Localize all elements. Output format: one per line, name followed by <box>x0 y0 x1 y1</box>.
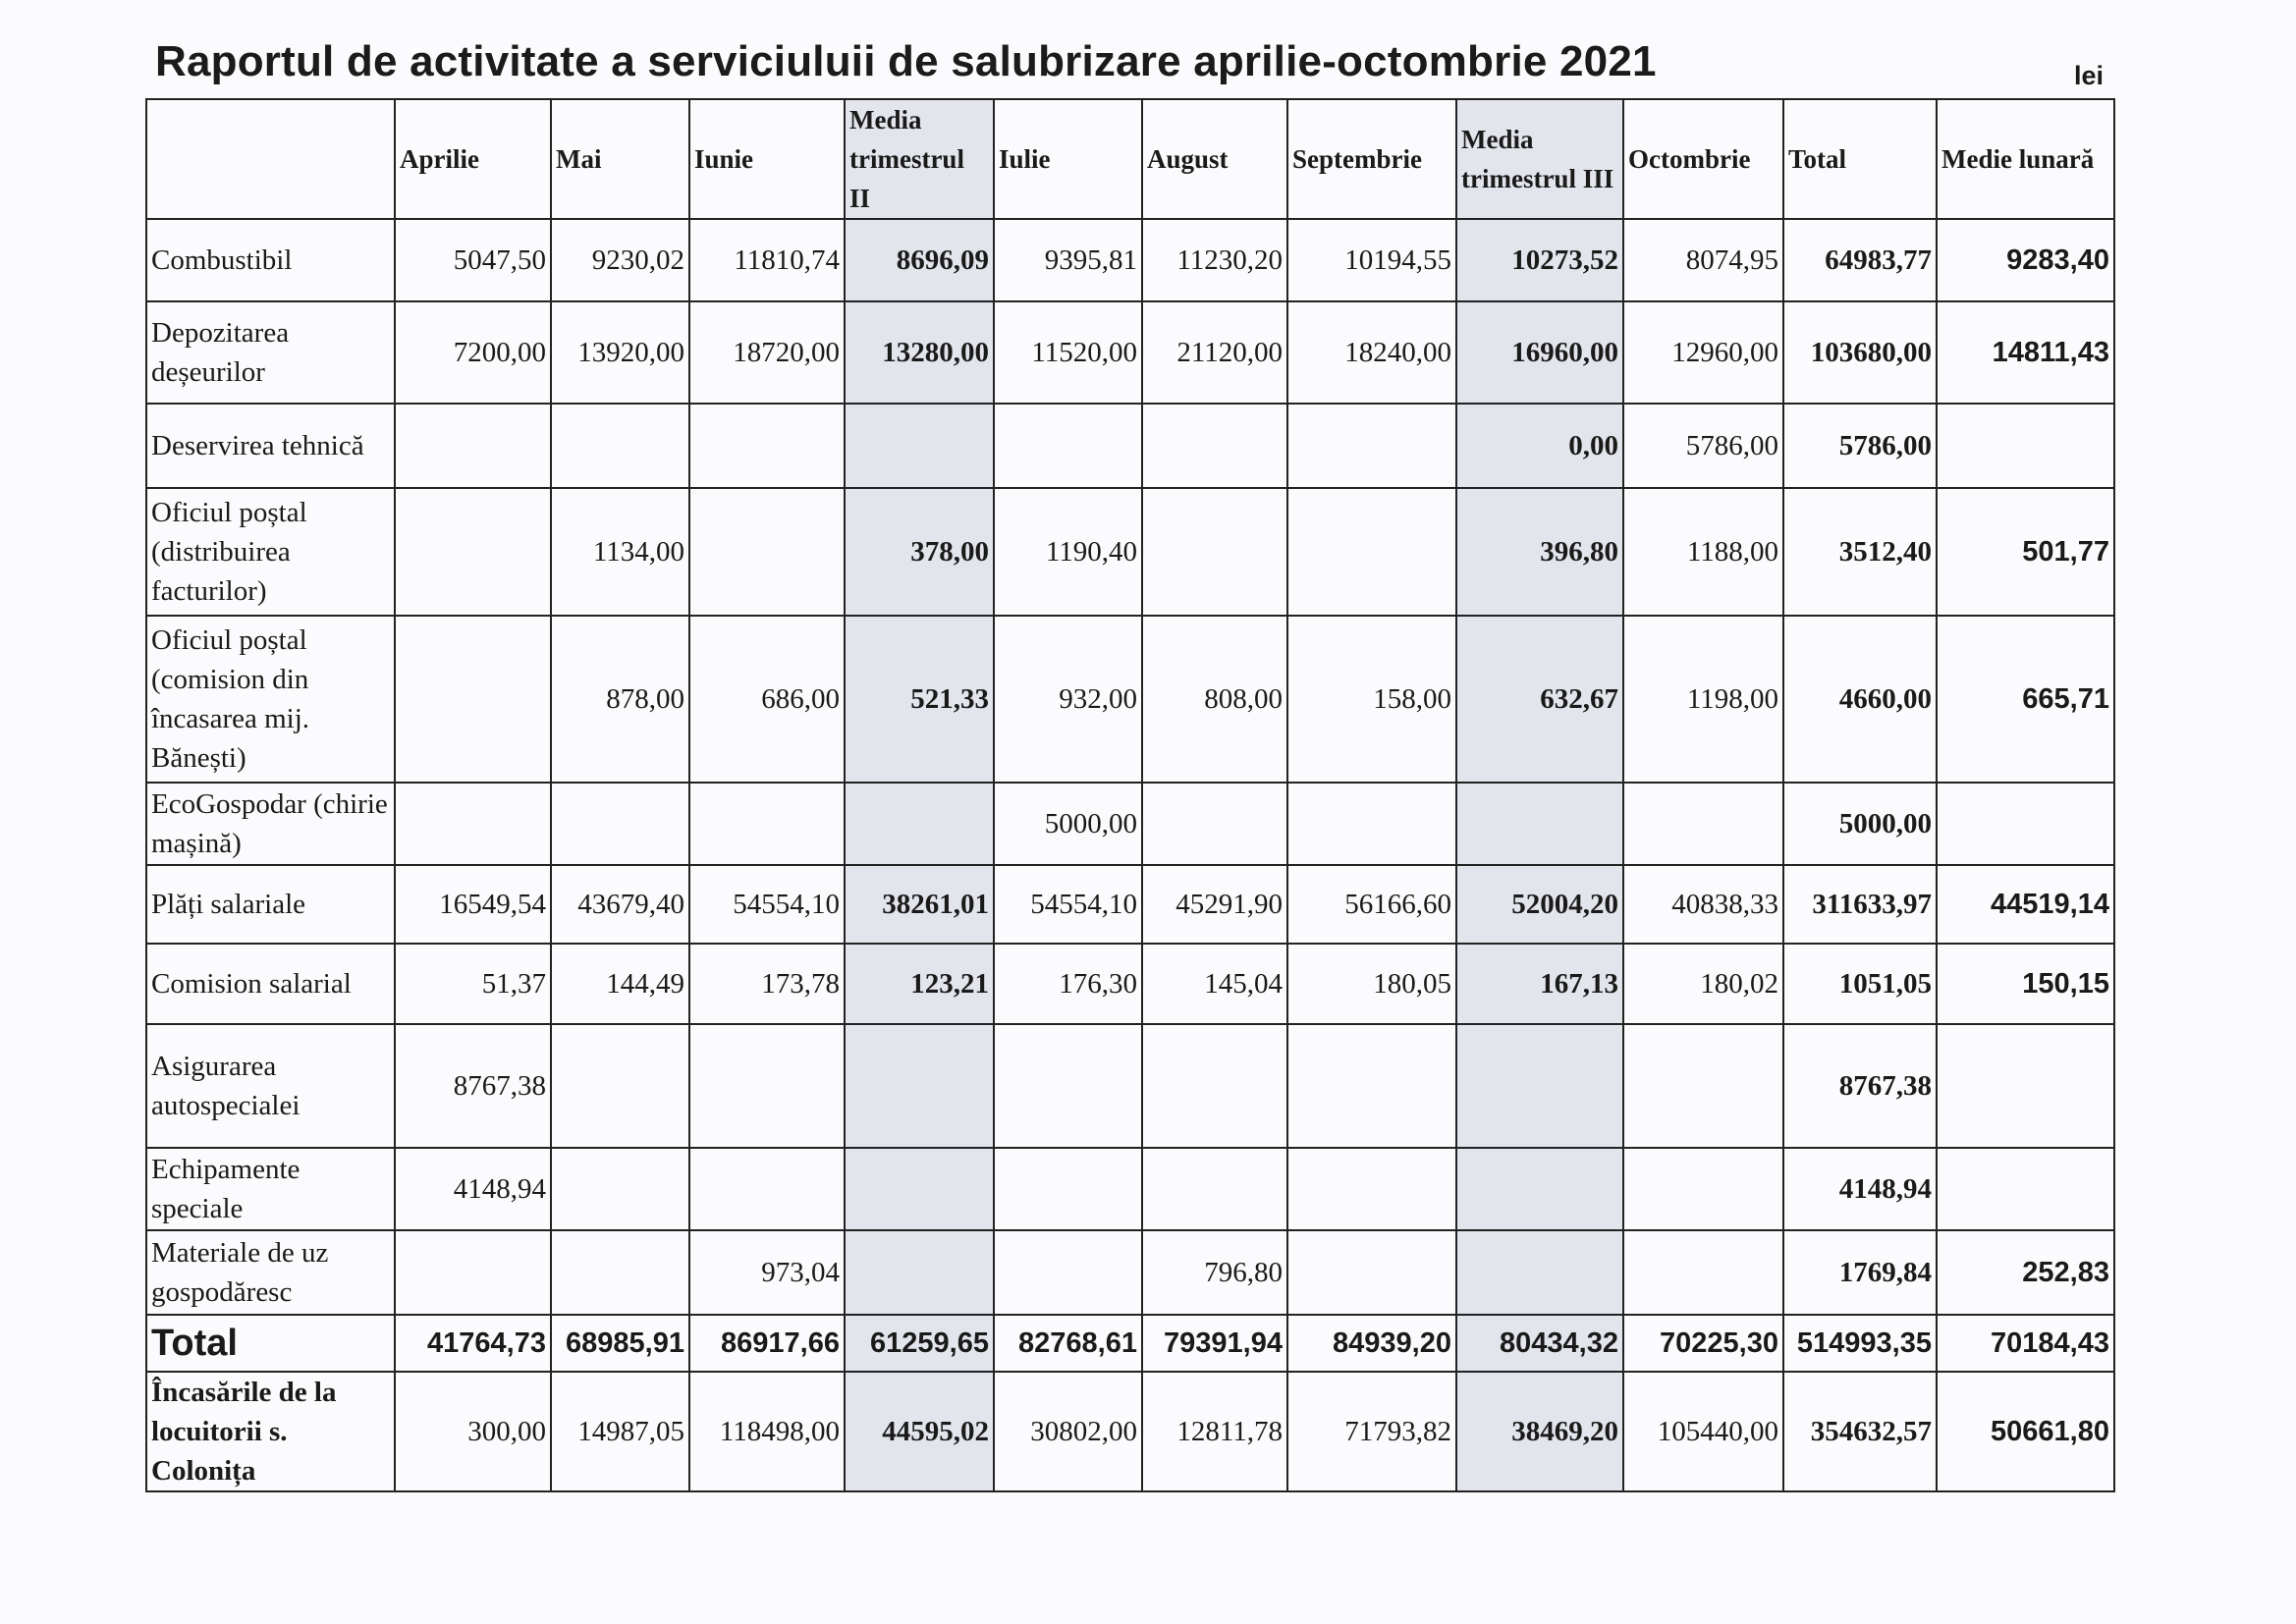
cell-iunie: 54554,10 <box>689 865 845 944</box>
cell-iunie: 118498,00 <box>689 1372 845 1491</box>
cell-iulie: 54554,10 <box>994 865 1142 944</box>
cell-media-trim-ii <box>845 1148 994 1230</box>
cell-total: 354632,57 <box>1783 1372 1937 1491</box>
cell-media-trim-iii: 10273,52 <box>1456 219 1623 301</box>
cell-mai: 144,49 <box>551 944 689 1024</box>
cell-media-trim-iii: 632,67 <box>1456 616 1623 783</box>
cell-aprilie: 8767,38 <box>395 1024 551 1148</box>
cell-mai <box>551 783 689 865</box>
header-medie-lunara: Medie lunară <box>1937 99 2114 219</box>
cell-august: 808,00 <box>1142 616 1287 783</box>
cell-media-trim-iii: 0,00 <box>1456 404 1623 488</box>
cell-iunie <box>689 404 845 488</box>
report-table <box>145 98 2115 1492</box>
cell-media-trim-iii: 38469,20 <box>1456 1372 1623 1491</box>
cell-aprilie <box>395 488 551 616</box>
cell-iulie <box>994 404 1142 488</box>
cell-media-trim-iii <box>1456 1024 1623 1148</box>
cell-media-trim-ii <box>845 1024 994 1148</box>
cell-aprilie <box>395 1230 551 1315</box>
cell-august: 12811,78 <box>1142 1372 1287 1491</box>
cell-total: 5000,00 <box>1783 783 1937 865</box>
cell-septembrie <box>1287 783 1456 865</box>
cell-iulie <box>994 1230 1142 1315</box>
cell-media-trim-iii: 167,13 <box>1456 944 1623 1024</box>
cell-media-trim-ii: 61259,65 <box>845 1315 994 1372</box>
cell-iulie <box>994 1024 1142 1148</box>
cell-august: 796,80 <box>1142 1230 1287 1315</box>
header-septembrie: Septembrie <box>1287 99 1456 219</box>
cell-aprilie <box>395 783 551 865</box>
cell-mai: 1134,00 <box>551 488 689 616</box>
cell-media-trim-ii: 44595,02 <box>845 1372 994 1491</box>
table-row-echipamente-speciale <box>146 1148 2114 1230</box>
cell-septembrie <box>1287 488 1456 616</box>
cell-octombrie: 1188,00 <box>1623 488 1783 616</box>
table-row-ecogospodar-chirie-masina <box>146 783 2114 865</box>
cell-august <box>1142 488 1287 616</box>
row-label: Total <box>146 1315 395 1372</box>
cell-august: 145,04 <box>1142 944 1287 1024</box>
table-row-oficiul-postal-comision-din-incasarea-mij-banesti <box>146 616 2114 783</box>
row-label: Echipamente speciale <box>146 1148 395 1230</box>
cell-mai: 14987,05 <box>551 1372 689 1491</box>
cell-iulie: 176,30 <box>994 944 1142 1024</box>
row-label: Încasările de la locuitorii s. Colonița <box>146 1372 395 1491</box>
row-label: Oficiul poștal (comision din încasarea mij. Bănești) <box>146 616 395 783</box>
page-title: Raportul de activitate a serviciuluii de salubrizare aprilie-octombrie 2021 <box>155 37 1657 85</box>
header-media-trimestrul-iii: Media trimestrul III <box>1456 99 1623 219</box>
cell-media-trim-ii: 378,00 <box>845 488 994 616</box>
cell-total: 4660,00 <box>1783 616 1937 783</box>
cell-aprilie: 7200,00 <box>395 301 551 404</box>
cell-mai: 13920,00 <box>551 301 689 404</box>
cell-medie-lunara <box>1937 1148 2114 1230</box>
row-label: Depozitarea deșeurilor <box>146 301 395 404</box>
cell-total: 103680,00 <box>1783 301 1937 404</box>
cell-media-trim-ii <box>845 1230 994 1315</box>
cell-octombrie: 70225,30 <box>1623 1315 1783 1372</box>
cell-medie-lunara <box>1937 1024 2114 1148</box>
cell-total: 3512,40 <box>1783 488 1937 616</box>
currency-label: lei <box>2074 61 2105 90</box>
table-row-total <box>146 1315 2114 1372</box>
cell-septembrie <box>1287 404 1456 488</box>
cell-august: 11230,20 <box>1142 219 1287 301</box>
cell-octombrie <box>1623 1148 1783 1230</box>
cell-mai <box>551 1024 689 1148</box>
cell-medie-lunara: 665,71 <box>1937 616 2114 783</box>
cell-iunie: 11810,74 <box>689 219 845 301</box>
row-label: Asigurarea autospecialei <box>146 1024 395 1148</box>
cell-iunie: 686,00 <box>689 616 845 783</box>
cell-octombrie <box>1623 1230 1783 1315</box>
cell-septembrie: 56166,60 <box>1287 865 1456 944</box>
cell-aprilie: 51,37 <box>395 944 551 1024</box>
header-media-trimestrul-ii: Media trimestrul II <box>845 99 994 219</box>
cell-octombrie: 40838,33 <box>1623 865 1783 944</box>
cell-total: 1769,84 <box>1783 1230 1937 1315</box>
table-row-depozitarea-deseurilor <box>146 301 2114 404</box>
cell-septembrie: 84939,20 <box>1287 1315 1456 1372</box>
cell-aprilie: 16549,54 <box>395 865 551 944</box>
cell-medie-lunara <box>1937 783 2114 865</box>
header-iulie: Iulie <box>994 99 1142 219</box>
cell-medie-lunara: 44519,14 <box>1937 865 2114 944</box>
cell-octombrie: 12960,00 <box>1623 301 1783 404</box>
cell-august: 45291,90 <box>1142 865 1287 944</box>
cell-octombrie: 8074,95 <box>1623 219 1783 301</box>
cell-mai <box>551 1230 689 1315</box>
cell-aprilie: 5047,50 <box>395 219 551 301</box>
cell-august <box>1142 783 1287 865</box>
cell-septembrie: 71793,82 <box>1287 1372 1456 1491</box>
cell-aprilie <box>395 404 551 488</box>
cell-media-trim-ii: 38261,01 <box>845 865 994 944</box>
table-row-comision-salarial <box>146 944 2114 1024</box>
cell-media-trim-iii <box>1456 1148 1623 1230</box>
cell-total: 514993,35 <box>1783 1315 1937 1372</box>
header-august: August <box>1142 99 1287 219</box>
cell-octombrie <box>1623 783 1783 865</box>
cell-medie-lunara: 70184,43 <box>1937 1315 2114 1372</box>
cell-aprilie <box>395 616 551 783</box>
cell-iunie: 18720,00 <box>689 301 845 404</box>
cell-octombrie: 5786,00 <box>1623 404 1783 488</box>
cell-medie-lunara: 252,83 <box>1937 1230 2114 1315</box>
cell-aprilie: 300,00 <box>395 1372 551 1491</box>
cell-media-trim-ii: 13280,00 <box>845 301 994 404</box>
cell-media-trim-iii <box>1456 1230 1623 1315</box>
cell-total: 64983,77 <box>1783 219 1937 301</box>
cell-total: 5786,00 <box>1783 404 1937 488</box>
cell-octombrie <box>1623 1024 1783 1148</box>
cell-media-trim-ii: 8696,09 <box>845 219 994 301</box>
cell-iunie <box>689 783 845 865</box>
cell-iunie <box>689 488 845 616</box>
table-row-plati-salariale <box>146 865 2114 944</box>
table-row-asigurarea-autospecialei <box>146 1024 2114 1148</box>
cell-iulie: 11520,00 <box>994 301 1142 404</box>
header-iunie: Iunie <box>689 99 845 219</box>
row-label: Deservirea tehnică <box>146 404 395 488</box>
cell-mai: 68985,91 <box>551 1315 689 1372</box>
cell-media-trim-iii: 16960,00 <box>1456 301 1623 404</box>
cell-medie-lunara: 150,15 <box>1937 944 2114 1024</box>
cell-mai: 878,00 <box>551 616 689 783</box>
cell-iunie: 173,78 <box>689 944 845 1024</box>
cell-iulie: 5000,00 <box>994 783 1142 865</box>
cell-mai: 9230,02 <box>551 219 689 301</box>
header-total: Total <box>1783 99 1937 219</box>
cell-octombrie: 180,02 <box>1623 944 1783 1024</box>
cell-septembrie <box>1287 1148 1456 1230</box>
cell-media-trim-ii <box>845 783 994 865</box>
row-label: Materiale de uz gospodăresc <box>146 1230 395 1315</box>
cell-medie-lunara: 50661,80 <box>1937 1372 2114 1491</box>
cell-iulie: 82768,61 <box>994 1315 1142 1372</box>
cell-media-trim-ii <box>845 404 994 488</box>
cell-iunie <box>689 1024 845 1148</box>
cell-mai <box>551 404 689 488</box>
cell-aprilie: 41764,73 <box>395 1315 551 1372</box>
cell-august: 79391,94 <box>1142 1315 1287 1372</box>
cell-iulie: 1190,40 <box>994 488 1142 616</box>
table-row-materiale-de-uz-gospodaresc <box>146 1230 2114 1315</box>
cell-septembrie: 18240,00 <box>1287 301 1456 404</box>
cell-octombrie: 1198,00 <box>1623 616 1783 783</box>
cell-total: 311633,97 <box>1783 865 1937 944</box>
cell-total: 1051,05 <box>1783 944 1937 1024</box>
cell-august <box>1142 1024 1287 1148</box>
cell-media-trim-ii: 123,21 <box>845 944 994 1024</box>
row-label: Oficiul poștal (distribuirea facturilor) <box>146 488 395 616</box>
cell-august: 21120,00 <box>1142 301 1287 404</box>
cell-iunie <box>689 1148 845 1230</box>
cell-iulie: 30802,00 <box>994 1372 1142 1491</box>
row-label: Plăți salariale <box>146 865 395 944</box>
table-row-combustibil <box>146 219 2114 301</box>
cell-aprilie: 4148,94 <box>395 1148 551 1230</box>
cell-media-trim-iii: 396,80 <box>1456 488 1623 616</box>
cell-septembrie <box>1287 1024 1456 1148</box>
header-row <box>146 99 2114 219</box>
cell-august <box>1142 404 1287 488</box>
table-row-deservirea-tehnica <box>146 404 2114 488</box>
table-row-incasari <box>146 1372 2114 1491</box>
cell-octombrie: 105440,00 <box>1623 1372 1783 1491</box>
cell-septembrie <box>1287 1230 1456 1315</box>
cell-iulie: 932,00 <box>994 616 1142 783</box>
cell-iulie: 9395,81 <box>994 219 1142 301</box>
cell-medie-lunara <box>1937 404 2114 488</box>
cell-septembrie: 10194,55 <box>1287 219 1456 301</box>
cell-medie-lunara: 501,77 <box>1937 488 2114 616</box>
cell-medie-lunara: 14811,43 <box>1937 301 2114 404</box>
cell-septembrie: 158,00 <box>1287 616 1456 783</box>
cell-iulie <box>994 1148 1142 1230</box>
cell-septembrie: 180,05 <box>1287 944 1456 1024</box>
row-label: Combustibil <box>146 219 395 301</box>
cell-mai: 43679,40 <box>551 865 689 944</box>
cell-medie-lunara: 9283,40 <box>1937 219 2114 301</box>
cell-mai <box>551 1148 689 1230</box>
cell-media-trim-iii: 52004,20 <box>1456 865 1623 944</box>
header-mai: Mai <box>551 99 689 219</box>
cell-total: 8767,38 <box>1783 1024 1937 1148</box>
cell-media-trim-iii: 80434,32 <box>1456 1315 1623 1372</box>
cell-iunie: 86917,66 <box>689 1315 845 1372</box>
cell-media-trim-ii: 521,33 <box>845 616 994 783</box>
header-octombrie: Octombrie <box>1623 99 1783 219</box>
table-row-oficiul-postal-distribuirea-facturilor <box>146 488 2114 616</box>
cell-iunie: 973,04 <box>689 1230 845 1315</box>
cell-total: 4148,94 <box>1783 1148 1937 1230</box>
cell-august <box>1142 1148 1287 1230</box>
row-label: Comision salarial <box>146 944 395 1024</box>
cell-media-trim-iii <box>1456 783 1623 865</box>
header-aprilie: Aprilie <box>395 99 551 219</box>
header-label-corner <box>146 99 395 219</box>
row-label: EcoGospodar (chirie mașină) <box>146 783 395 865</box>
